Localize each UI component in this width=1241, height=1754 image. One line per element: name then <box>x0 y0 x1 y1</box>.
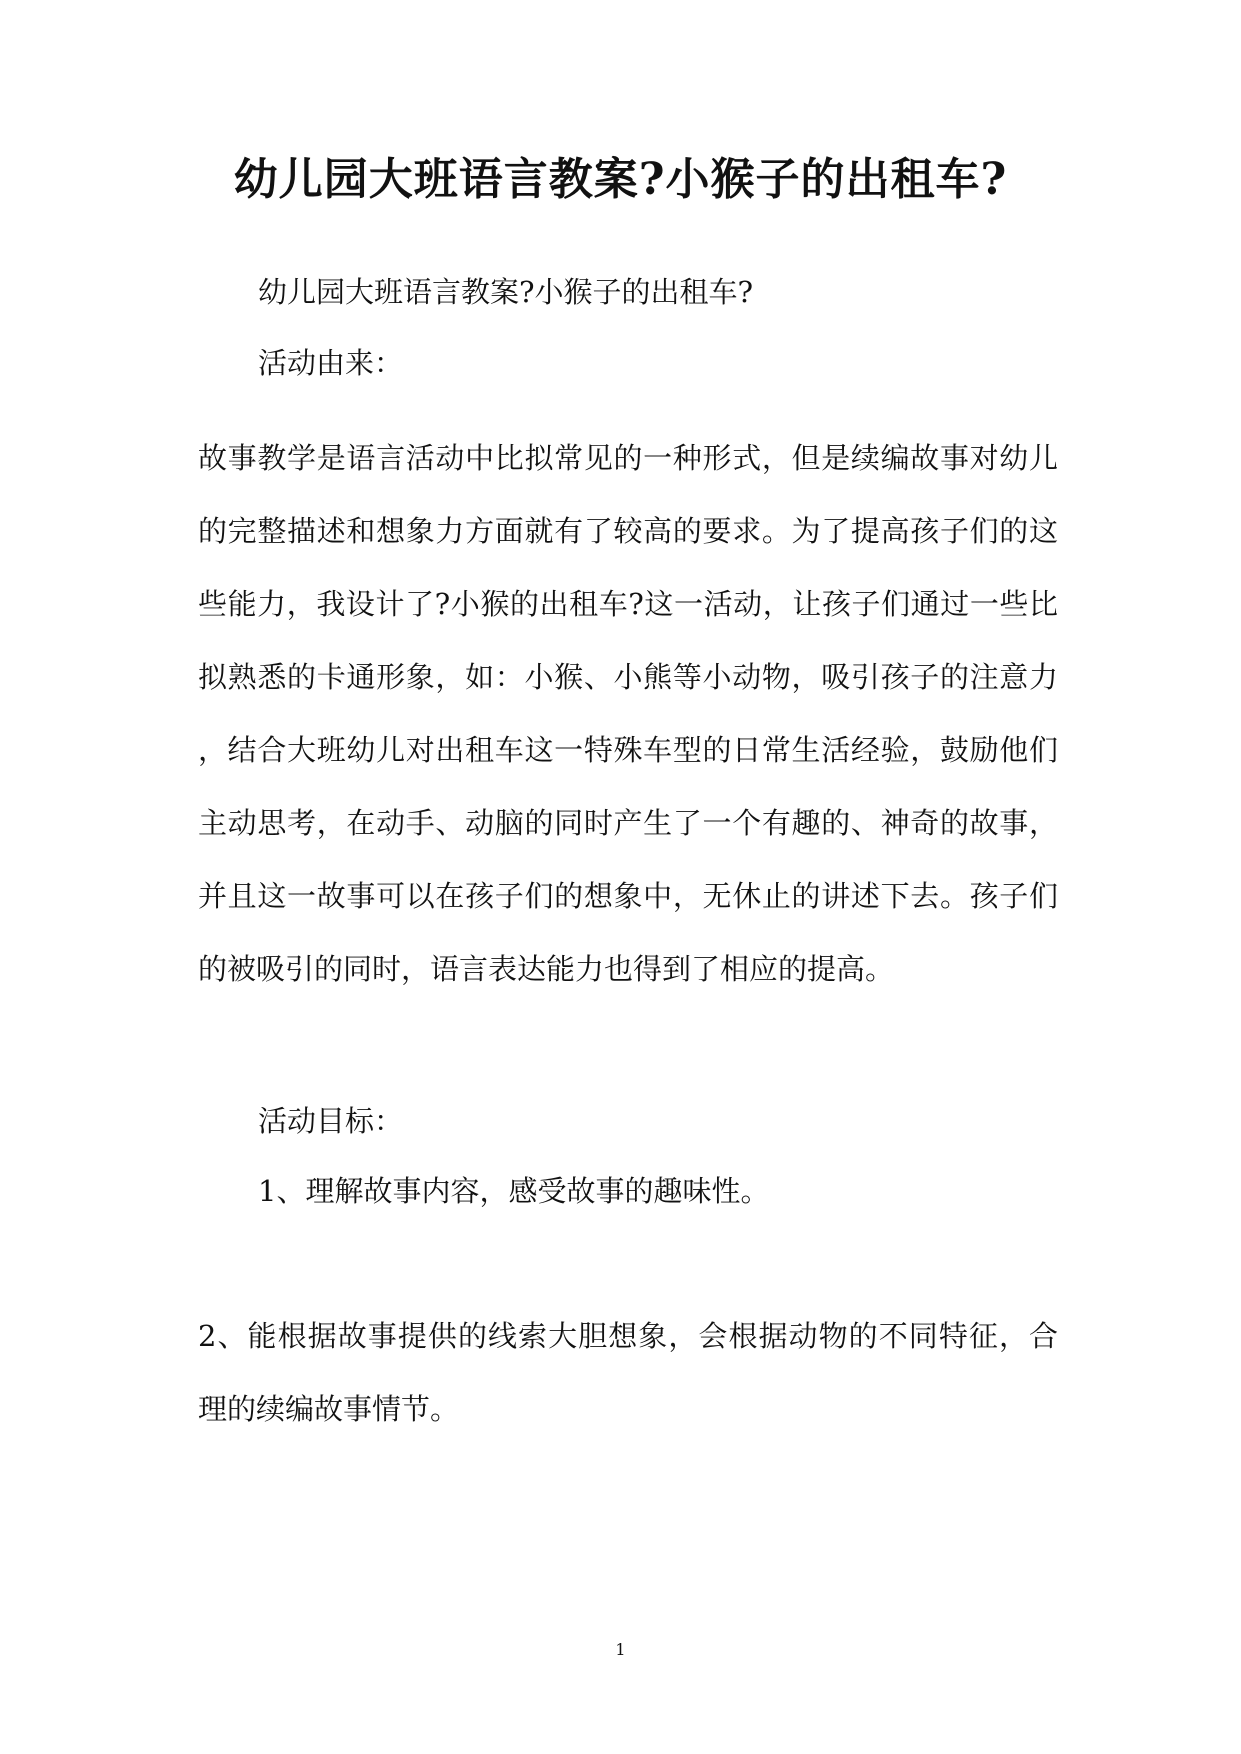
paragraph-line: 拟熟悉的卡通形象，如：小猴、小熊等小动物，吸引孩子的注意力 <box>198 660 1058 694</box>
paragraph-line: 并且这一故事可以在孩子们的想象中，无休止的讲述下去。孩子们 <box>198 879 1058 913</box>
paragraph-line: 故事教学是语言活动中比拟常见的一种形式，但是续编故事对幼儿 <box>198 441 1058 475</box>
document-title: 幼儿园大班语言教案?小猴子的出租车? <box>233 154 1008 205</box>
paragraph-line: 的被吸引的同时，语言表达能力也得到了相应的提高。 <box>198 952 895 986</box>
paragraph-line: 些能力，我设计了?小猴的出租车?这一活动，让孩子们通过一些比 <box>198 587 1058 621</box>
origin-heading: 活动由来： <box>258 346 404 380</box>
goal-item-1: 1、理解故事内容，感受故事的趣味性。 <box>258 1174 770 1208</box>
goal-item-2 <box>198 1300 1058 1446</box>
paragraph-line: 的完整描述和想象力方面就有了较高的要求。为了提高孩子们的这 <box>198 514 1058 548</box>
paragraph-line: 理的续编故事情节。 <box>198 1392 460 1426</box>
goals-heading: 活动目标： <box>258 1104 404 1138</box>
paragraph-line: 2、能根据故事提供的线索大胆想象，会根据动物的不同特征，合 <box>198 1319 1058 1353</box>
origin-paragraph <box>198 422 1058 1006</box>
document-subtitle: 幼儿园大班语言教案?小猴子的出租车? <box>258 275 754 309</box>
paragraph-line: ，结合大班幼儿对出租车这一特殊车型的日常生活经验，鼓励他们 <box>198 733 1058 767</box>
paragraph-line: 主动思考，在动手、动脑的同时产生了一个有趣的、神奇的故事， <box>198 806 1058 840</box>
page-number: 1 <box>615 1640 626 1659</box>
